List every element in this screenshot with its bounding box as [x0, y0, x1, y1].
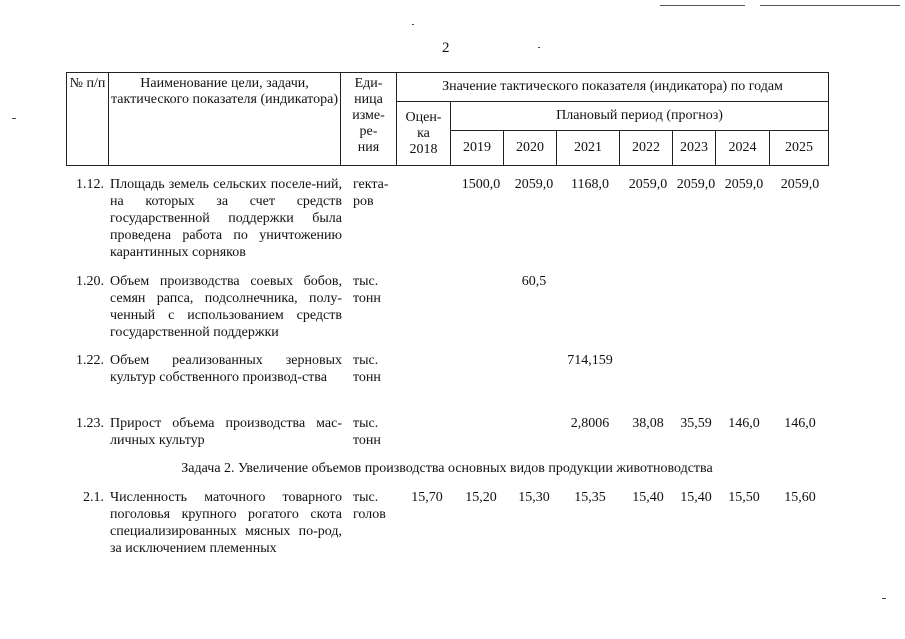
value-cell: 15,70: [411, 490, 443, 505]
task-heading: Задача 2. Увеличение объемов производства основных видов продукции животноводства: [181, 461, 713, 476]
unit-line: ре-: [359, 124, 378, 139]
year-header: 2023: [673, 131, 716, 166]
scan-line: [760, 5, 900, 6]
col-header-plan: Плановый период (прогноз): [451, 102, 829, 131]
value-cell: 15,40: [680, 490, 712, 505]
row-name: Объем реализованных зерновых культур собственного производ-ства: [110, 353, 342, 385]
scan-speck: [412, 24, 414, 25]
col-header-unit: [341, 73, 397, 166]
unit-line: изме-: [352, 108, 385, 123]
value-cell: 2059,0: [676, 177, 716, 192]
value-cell: 15,60: [784, 490, 816, 505]
row-number: 1.23.: [76, 416, 104, 431]
row-number: 1.22.: [76, 353, 104, 368]
value-cell: 1500,0: [461, 177, 501, 192]
value-cell: 1168,0: [571, 177, 609, 192]
page-number: 2: [442, 40, 450, 56]
row-unit: тыс. тонн: [353, 416, 381, 448]
unit-line: ница: [354, 92, 383, 107]
value-cell: 2059,0: [780, 177, 820, 192]
year-header: 2021: [557, 131, 620, 166]
value-cell: 15,40: [632, 490, 664, 505]
value-cell: 15,50: [728, 490, 760, 505]
row-number: 1.20.: [76, 274, 104, 289]
value-cell: 2,8006: [570, 416, 610, 431]
value-cell: 2059,0: [628, 177, 668, 192]
row-name: Численность маточного товарного поголовья крупного рогатого скота специализированных мясных по-род, за исключением племенных: [110, 490, 342, 556]
scan-speck: [12, 118, 16, 119]
col-header-values: Значение тактического показателя (индикатора) по годам: [397, 73, 829, 102]
row-name: Прирост объема производства мас-личных культур: [110, 416, 342, 448]
value-cell: 714,159: [567, 353, 613, 368]
row-number: 1.12.: [76, 177, 104, 192]
scan-speck: [538, 47, 540, 48]
year-header: 2025: [770, 131, 829, 166]
row-number: 2.1.: [83, 490, 104, 505]
row-name: Площадь земель сельских поселе-ний, на которых за счет средств государственной поддержки была проведена работа по уничтожению карантинных сорняков: [110, 177, 342, 260]
estimate-line: ка: [417, 125, 430, 141]
year-header: 2024: [716, 131, 770, 166]
row-unit: тыс. тонн: [353, 353, 381, 385]
value-cell: 146,0: [784, 416, 816, 431]
scan-line: [660, 5, 745, 6]
header-table: [66, 72, 829, 166]
value-cell: 15,35: [574, 490, 606, 505]
row-unit: тыс. тонн: [353, 274, 381, 306]
year-header: 2020: [504, 131, 557, 166]
unit-line: Еди-: [354, 76, 383, 91]
value-cell: 2059,0: [724, 177, 764, 192]
col-header-estimate: [397, 102, 451, 166]
value-cell: 35,59: [680, 416, 712, 431]
col-header-num: № п/п: [67, 73, 109, 166]
estimate-line: Оцен-: [405, 109, 442, 125]
row-unit: тыс. голов: [353, 490, 386, 522]
scan-speck: [882, 598, 886, 599]
col-header-name: Наименование цели, задачи, тактического показателя (индикатора): [109, 73, 341, 166]
unit-line: ния: [357, 140, 380, 155]
row-unit: гекта-ров: [353, 177, 389, 209]
row-name: Объем производства соевых бобов, семян рапса, подсолнечника, полу-ченный с использованием средств государственной поддержки: [110, 274, 342, 340]
value-cell: 146,0: [728, 416, 760, 431]
value-cell: 15,30: [518, 490, 550, 505]
value-cell: 38,08: [632, 416, 664, 431]
value-cell: 2059,0: [514, 177, 554, 192]
year-header: 2019: [451, 131, 504, 166]
estimate-line: 2018: [409, 141, 438, 157]
value-cell: 60,5: [521, 274, 547, 289]
year-header: 2022: [620, 131, 673, 166]
value-cell: 15,20: [465, 490, 497, 505]
